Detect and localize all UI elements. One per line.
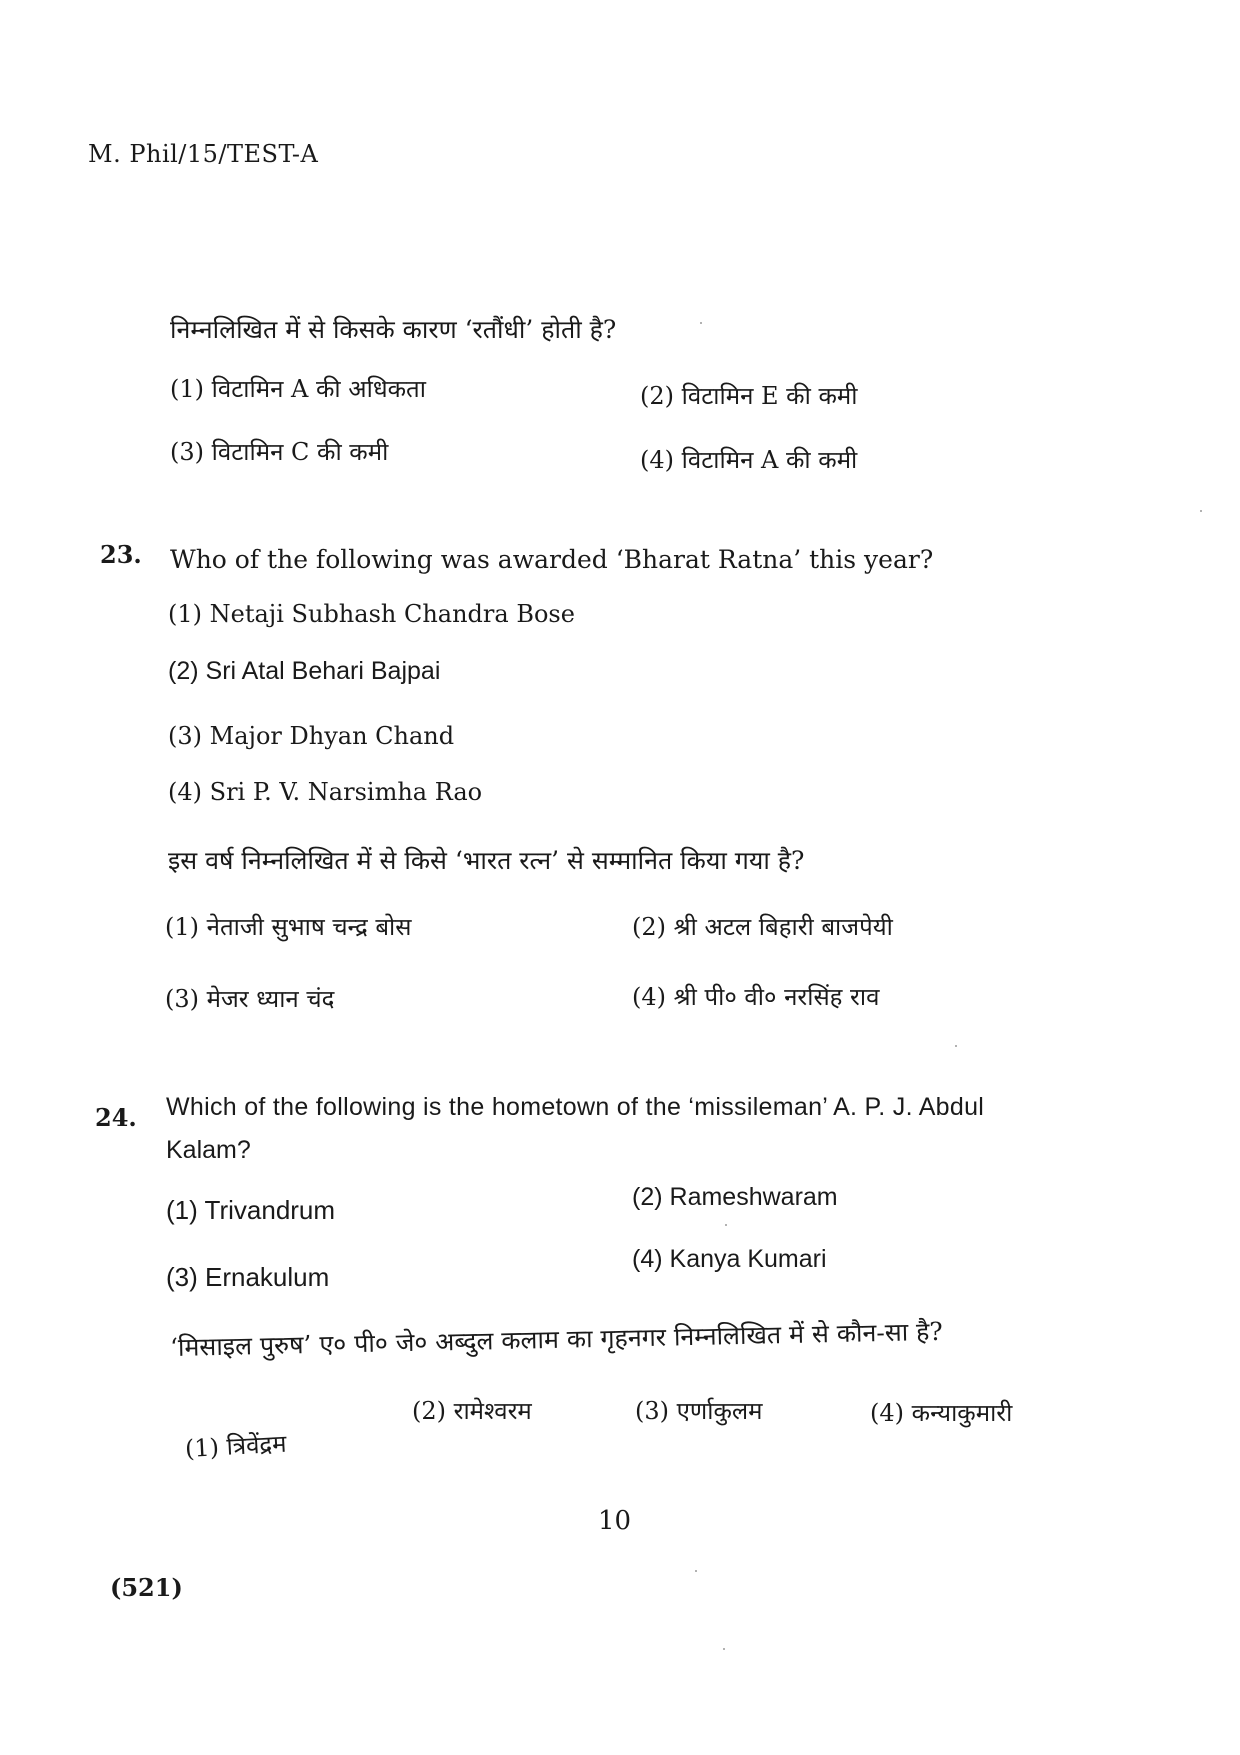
q24-hindi-option-1	[184, 1427, 287, 1465]
option-number: (4)	[168, 778, 202, 806]
option-number: (3)	[168, 722, 202, 750]
option-text: विटामिन A की कमी	[681, 446, 858, 474]
booklet-code: (521)	[110, 1573, 183, 1602]
option-text: श्री अटल बिहारी बाजपेयी	[673, 913, 893, 941]
q22-option-3	[170, 435, 388, 468]
q24-hindi-option-2	[412, 1394, 532, 1427]
option-text: नेताजी सुभाष चन्द्र बोस	[206, 913, 412, 941]
option-number: (1)	[166, 1195, 198, 1225]
option-number: (3)	[165, 985, 199, 1013]
q24-number: 24.	[95, 1103, 137, 1132]
scan-speck	[725, 1224, 727, 1226]
q22-option-4	[640, 443, 857, 476]
q23-question: Who of the following was awarded ‘Bharat Ratna’ this year?	[170, 545, 934, 574]
q24-option-4	[632, 1245, 827, 1274]
q23-hindi-option-1	[165, 910, 412, 943]
option-number: (4)	[640, 446, 674, 474]
option-text: Kanya Kumari	[669, 1245, 827, 1273]
q24-option-2	[632, 1183, 838, 1212]
option-number: (2)	[632, 913, 666, 941]
option-number: (3)	[170, 438, 204, 466]
option-text: Sri P. V. Narsimha Rao	[209, 778, 483, 806]
q24-hindi-question: ‘मिसाइल पुरुष’ ए० पी० जे० अब्दुल कलाम का गृहनगर निम्नलिखित में से कौन-सा है?	[169, 1316, 944, 1362]
option-text: रामेश्वरम	[453, 1397, 532, 1425]
option-text: विटामिन C की कमी	[211, 438, 389, 466]
option-number: (2)	[640, 382, 674, 410]
option-text: Netaji Subhash Chandra Bose	[209, 600, 575, 628]
option-text: एर्णाकुलम	[676, 1397, 763, 1425]
option-number: (4)	[632, 983, 666, 1011]
scan-speck	[695, 1570, 697, 1572]
option-text: श्री पी० वी० नरसिंह राव	[673, 983, 880, 1011]
option-text: त्रिवेंद्रम	[225, 1429, 288, 1461]
q24-hindi-option-3	[635, 1394, 763, 1427]
q23-hindi-option-2	[632, 910, 893, 943]
paper-code-header: M. Phil/15/TEST-A	[88, 140, 319, 168]
q24-question-line-1: Which of the following is the hometown of the ‘missileman’ A. P. J. Abdul	[166, 1093, 985, 1121]
option-text: Ernakulum	[205, 1262, 330, 1292]
q24-question-line-2: Kalam?	[166, 1136, 251, 1164]
q24-hindi-option-4	[870, 1396, 1012, 1429]
scan-speck	[955, 1045, 957, 1047]
option-text: विटामिन E की कमी	[681, 382, 858, 410]
scan-speck	[1200, 510, 1202, 512]
option-number: (2)	[632, 1183, 663, 1211]
option-number: (4)	[632, 1245, 663, 1273]
q23-option-1	[168, 600, 575, 628]
option-number: (2)	[412, 1397, 446, 1425]
option-number: (1)	[168, 600, 202, 628]
page-number: 10	[598, 1506, 632, 1536]
scan-speck	[723, 1648, 725, 1650]
q22-option-2	[640, 379, 857, 412]
option-text: Trivandrum	[204, 1195, 336, 1225]
option-text: विटामिन A की अधिकता	[211, 375, 426, 403]
q23-option-4	[168, 778, 482, 806]
q23-option-3	[168, 722, 454, 750]
option-number: (1)	[165, 913, 199, 941]
option-text: मेजर ध्यान चंद	[206, 985, 335, 1013]
option-number: (1)	[170, 375, 204, 403]
q22-hindi-question: निम्नलिखित में से किसके कारण ‘रतौंधी’ होती है?	[170, 315, 617, 344]
option-text: Rameshwaram	[669, 1183, 838, 1211]
q23-hindi-option-3	[165, 982, 334, 1015]
option-text: कन्याकुमारी	[911, 1399, 1013, 1427]
option-text: Sri Atal Behari Bajpai	[205, 657, 441, 685]
option-number: (1)	[184, 1433, 220, 1463]
option-number: (4)	[870, 1399, 904, 1427]
q23-hindi-question: इस वर्ष निम्नलिखित में से किसे ‘भारत रत्न’ से सम्मानित किया गया है?	[168, 846, 805, 875]
q23-option-2	[168, 657, 440, 686]
scan-speck	[700, 322, 702, 324]
q22-option-1	[170, 372, 426, 405]
option-number: (3)	[635, 1397, 669, 1425]
q24-option-1	[166, 1195, 335, 1226]
option-number: (2)	[168, 657, 199, 685]
q23-hindi-option-4	[632, 980, 879, 1013]
option-text: Major Dhyan Chand	[209, 722, 455, 750]
q24-option-3	[166, 1262, 329, 1293]
q23-number: 23.	[100, 540, 142, 569]
option-number: (3)	[166, 1262, 198, 1292]
